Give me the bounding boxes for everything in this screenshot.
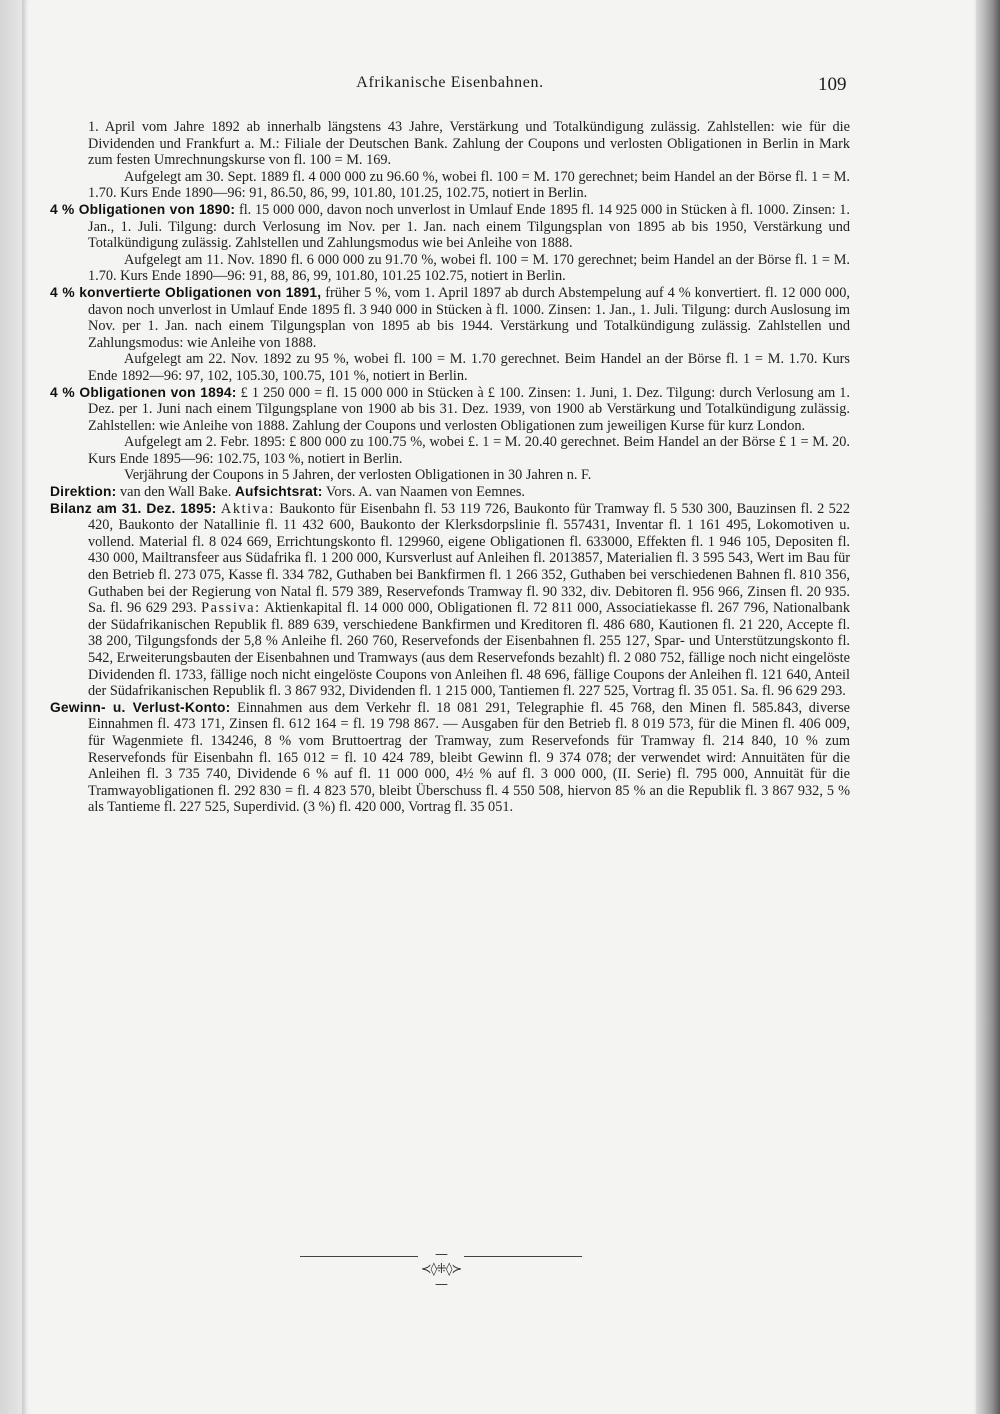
paragraph-profit-loss — [50, 700, 850, 816]
paragraph-text: Aufgelegt am 2. Febr. 1895: £ 800 000 zu 100.75 %, wobei £. 1 = M. 20.40 gerechnet. Beim Handel an der Börse £ 1 = M. 20. Kurs Ende 1895—96: 102.75, 103 %, notiert in Berlin. — [88, 434, 850, 467]
paragraph-text: Aufgelegt am 22. Nov. 1892 zu 95 %, wobei fl. 100 = M. 1.70 gerechnet. Beim Handel an der Börse fl. 1 = M. 1.70. Kurs Ende 1892—96: 97, 102, 105.30, 100.75, 101 %, notiert in Berlin. — [88, 351, 850, 384]
paragraph-text: Aufgelegt am 11. Nov. 1890 fl. 6 000 000 zu 91.70 %, wobei fl. 100 = M. 170 gerechnet; beim Handel an der Börse fl. 1 = M. 1.70. Kurs Ende 1890—96: 91, 88, 86, 99, 101.80, 101.25 102.75, notiert in Berlin. — [88, 251, 850, 285]
ornament-rule-right — [464, 1256, 582, 1257]
assets-keyword: Aktiva: — [220, 500, 276, 517]
paragraph-continuation — [50, 119, 850, 169]
entry-label: 4 % Obligationen von 1890: — [50, 201, 236, 217]
page-number: 109 — [818, 74, 847, 95]
assets-text: Baukonto für Eisenbahn fl. 53 119 726, Baukonto für Tramway fl. 5 530 300, Bauzinsen fl. 2 522 420, Baukonto der Natallinie fl. 11 432 600, Baukonto der Klerksdorpslinie fl. 557431, Inventar fl. 1 161 495, Lokomotiven u. vollend. Material fl. 8 024 669, Errichtungskonto fl. 129960, eigene Obligationen fl. 633000, Effekten fl. 1 946 105, Depositen fl. 430 000, Mailtransfeer aus Südafrika fl. 1 200 000, Kursverlust auf Anleihen fl. 2013857, Materialien fl. 3 595 543, Wert im Bau für den Betrieb fl. 273 075, Kasse fl. 334 782, Guthaben bei Bankfirmen fl. 1 266 352, Guthaben bei verschiedenen Bahnen fl. 810 356, Guthaben bei der Regierung von Natal fl. 579 389, Reservefonds Tramway fl. 90 332, div. Debitoren fl. 956 966, Zinsen fl. 20 935. Sa. fl. 96 629 293. — [88, 500, 851, 617]
paragraph-obligations-1891 — [50, 285, 850, 351]
paragraph-text: £ 1 250 000 = fl. 15 000 000 in Stücken à £ 100. Zinsen: 1. Juni, 1. Dez. Tilgung: durch Verlosung am 1. Dez. per 1. Juni nach einem Tilgungsplane von 1900 ab bis 31. Dez. 1939, von 1900 ab Verstärkung und Totalkündigung zulässig. Zahlstellen: wie Anleihe von 1888. Zahlung der Coupons und verlosten Obligationen zum jeweiligen Kurse für kurz London. — [88, 384, 850, 434]
liabilities-text: Aktienkapital fl. 14 000 000, Obligationen fl. 72 811 000, Associatiekasse fl. 267 796, Nationalbank der Südafrikanischen Republik fl. 889 639, verschiedene Bankfirmen und Kreditoren fl. 486 680, Kautionen fl. 21 220, Accepte fl. 38 200, Tilgungsfonds der 5,8 % Anleihe fl. 260 760, Reservefonds der Eisenbahnen fl. 255 127, Spar- und Unterstützungskonto fl. 542, Erweiterungsbauten der Eisenbahnen und Tramways (aus dem Reservefonds bezahlt) fl. 2 080 752, fällige noch nicht eingelöste Dividenden fl. 1733, fällige noch nicht eingelöste Coupons von Anleihen fl. 48 696, fällige Coupons der Anleihen fl. 121 640, Anteil der Südafrikanischen Republik fl. 3 867 932, Dividenden fl. 1 215 000, Tantiemen fl. 227 525, Vortrag fl. 35 051. Sa. fl. 96 629 293. — [88, 600, 850, 700]
paragraph-issue-1889 — [50, 169, 850, 202]
liabilities-keyword: Passiva: — [201, 600, 261, 617]
paragraph-text: früher 5 %, vom 1. April 1897 ab durch Abstempelung auf 4 % konvertiert. fl. 12 000 000, davon noch unverlost in Umlauf Ende 1895 fl. 3 940 000 in Stücken à fl. 1000. Zinsen: 1. Jan., 1. Juli. Tilgung: durch Auslosung im Nov. per 1. Jan. nach einem Tilgungsplan von 1895 ab bis 1944. Verstärkung und Totalkündigung zulässig. Zahlstellen und Zahlungsmodus: wie Anleihe von 1888. — [88, 284, 850, 351]
paragraph-issue-1892 — [50, 351, 850, 384]
book-spine-shadow — [976, 0, 1000, 1414]
entry-label: Gewinn- u. Verlust-Konto: — [50, 699, 231, 715]
end-ornament — [300, 1247, 582, 1292]
entry-label-secondary: Aufsichtsrat: — [234, 484, 323, 500]
ornament-glyph: —≺◊⁜◊≻— — [420, 1247, 462, 1292]
paragraph-text: Verjährung der Coupons in 5 Jahren, der verlosten Obligationen in 30 Jahren n. F. — [124, 467, 592, 484]
entry-label: Bilanz am 31. Dez. 1895: — [50, 500, 217, 516]
paragraph-text-secondary: Vors. A. van Naamen von Eemnes. — [325, 484, 525, 501]
paragraph-issue-1895 — [50, 434, 850, 467]
paragraph-text: van den Wall Bake. — [119, 484, 232, 501]
scan-left-margin — [0, 0, 22, 1414]
paragraph-text: fl. 15 000 000, davon noch unverlost in Umlauf Ende 1895 fl. 14 925 000 in Stücken à fl. 1000. Zinsen: 1. Jan., 1. Juli. Tilgung: durch Verlosung im Nov. per 1. Jan. nach einem Tilgungsplan von 1895 ab bis 1950, Verstärkung und Totalkündigung zulässig. Zahlstellen und Zahlungsmodus wie bei Anleihe von 1888. — [88, 201, 850, 252]
paragraph-balance-sheet — [50, 501, 850, 700]
paragraph-text: 1. April vom Jahre 1892 ab innerhalb längstens 43 Jahre, Verstärkung und Totalkündigung zulässig. Zahlstellen: wie für die Dividenden und Frankfurt a. M.: Filiale der Deutschen Bank. Zahlung der Coupons und verlosten Obligationen in Berlin in Mark zum festen Umrechnungskurse von fl. 100 = M. 169. — [88, 119, 850, 169]
running-title: Afrikanische Eisenbahnen. — [356, 74, 544, 91]
paragraph-obligations-1894 — [50, 385, 850, 435]
paragraph-text: Aufgelegt am 30. Sept. 1889 fl. 4 000 000 zu 96.60 %, wobei fl. 100 = M. 170 gerechnet; beim Handel an der Börse fl. 1 = M. 1.70. Kurs Ende 1890—96: 91, 86.50, 86, 99, 101.80, 101.25, 102.75, notiert in Berlin. — [88, 168, 850, 202]
ornament-rule-left — [300, 1256, 418, 1257]
page-body — [50, 119, 850, 816]
paragraph-obligations-1890 — [50, 202, 850, 252]
entry-label: 4 % konvertierte Obligationen von 1891, — [50, 284, 322, 300]
paragraph-issue-1890 — [50, 252, 850, 285]
entry-label: Direktion: — [50, 484, 117, 500]
page-header — [0, 74, 1000, 104]
paragraph-limitation — [50, 467, 850, 484]
entry-label: 4 % Obligationen von 1894: — [50, 384, 237, 400]
paragraph-management — [50, 484, 850, 501]
paragraph-text: Einnahmen aus dem Verkehr fl. 18 081 291, Telegraphie fl. 45 768, den Minen fl. 585.843, diverse Einnahmen fl. 473 171, Zinsen fl. 612 164 = fl. 19 798 867. — Ausgaben für den Betrieb fl. 8 019 573, für die Minen fl. 406 009, für Wagenmiete fl. 134246, 8 % vom Bruttoertrag der Tramway, zum Reservefonds für Tramway fl. 214 840, 10 % zum Reservefonds für Eisenbahn fl. 165 012 = fl. 10 424 789, bleibt Gewinn fl. 9 374 078; der verwendet wird: Annuitäten für die Anleihen fl. 3 735 740, Dividende 6 % auf fl. 11 000 000, 4½ % auf fl. 3 000 000, (II. Serie) fl. 795 000, Annuität für die Tramwayobligationen fl. 292 830 = fl. 4 823 570, bleibt Überschuss fl. 4 550 508, hiervon 85 % an die Republik fl. 3 867 932, 5 % als Tantieme fl. 227 525, Superdivid. (3 %) fl. 420 000, Vortrag fl. 35 051. — [88, 699, 851, 816]
